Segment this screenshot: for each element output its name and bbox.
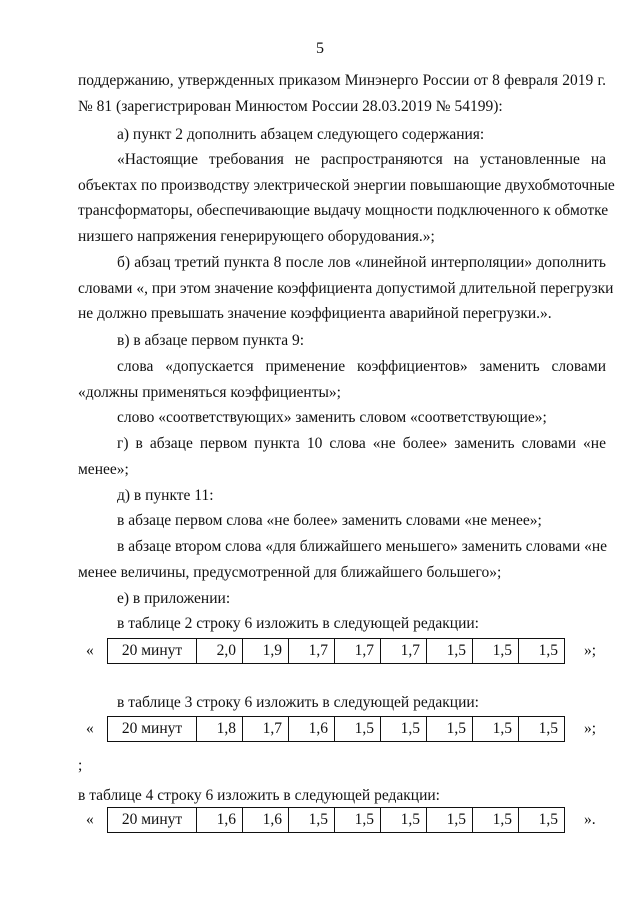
- replacement-row-table-3: [78, 716, 606, 742]
- table-cell: 1,7: [335, 639, 381, 664]
- table-cell: 1,7: [289, 639, 335, 664]
- table-cell: 1,5: [427, 808, 473, 833]
- text-line: в таблице 2 строку 6 изложить в следующей редакции:: [117, 615, 479, 632]
- text-line: слова «допускается применение коэффициентов» заменить словами: [117, 358, 606, 375]
- text-line: ;: [78, 757, 83, 774]
- text-line: № 81 (зарегистрирован Минюстом России 28.03.2019 № 54199):: [78, 98, 503, 115]
- text-line: не должно превышать значение коэффициента аварийной перегрузки.».: [78, 305, 552, 322]
- table-cell: 1,7: [243, 717, 289, 742]
- table-cell: 1,5: [473, 639, 519, 664]
- close-quote: ».: [584, 811, 596, 828]
- text-line: поддержанию, утвержденных приказом Минэнерго России от 8 февраля 2019 г.: [78, 72, 606, 89]
- row-label: 20 минут: [108, 808, 197, 833]
- table-row: [107, 807, 565, 833]
- text-line: «должны применяться коэффициенты»;: [78, 384, 341, 401]
- text-line: е) в приложении:: [117, 590, 231, 607]
- text-line: г) в абзаце первом пункта 10 слова «не более» заменить словами «не: [117, 435, 606, 452]
- table-cell: 1,5: [381, 717, 427, 742]
- close-quote: »;: [584, 720, 597, 737]
- table-cell: 1,8: [197, 717, 243, 742]
- table-cell: 1,5: [427, 639, 473, 664]
- table-cell: 1,6: [289, 717, 335, 742]
- table-cell: 1,9: [243, 639, 289, 664]
- table-cell: 1,5: [335, 717, 381, 742]
- table-cell: 1,5: [473, 717, 519, 742]
- text-line: словами «, при этом значение коэффициента допустимой длительной перегрузки: [78, 280, 614, 297]
- table-cell: 1,6: [197, 808, 243, 833]
- row-label: 20 минут: [108, 717, 197, 742]
- text-line: слово «соответствующих» заменить словом «соответствующие»;: [117, 409, 547, 426]
- table-cell: 1,6: [243, 808, 289, 833]
- table-cell: 1,5: [335, 808, 381, 833]
- page-number: 5: [316, 40, 324, 57]
- table-row: [107, 716, 565, 742]
- replacement-row-table-2: [78, 638, 606, 664]
- table-cell: 1,5: [289, 808, 335, 833]
- text-line: д) в пункте 11:: [117, 487, 214, 504]
- text-line: низшего напряжения генерирующего оборудования.»;: [78, 228, 435, 245]
- open-quote: «: [86, 642, 94, 659]
- table-cell: 1,5: [519, 717, 565, 742]
- table-cell: 1,7: [381, 639, 427, 664]
- table-cell: 1,5: [519, 808, 565, 833]
- text-line: «Настоящие требования не распространяются на установленные на: [117, 151, 606, 168]
- table-cell: 1,5: [519, 639, 565, 664]
- open-quote: «: [86, 811, 94, 828]
- text-line: менее величины, предусмотренной для ближайшего большего»;: [78, 564, 502, 581]
- replacement-row-table-4: [78, 807, 606, 833]
- text-line: в) в абзаце первом пункта 9:: [117, 332, 305, 349]
- close-quote: »;: [584, 642, 597, 659]
- text-line: объектах по производству электрической энергии повышающие двухобмоточные: [78, 177, 615, 194]
- text-line: в таблице 3 строку 6 изложить в следующей редакции:: [117, 694, 479, 711]
- text-line: в абзаце втором слова «для ближайшего меньшего» заменить словами «не: [117, 538, 608, 555]
- row-label: 20 минут: [108, 639, 197, 664]
- table-cell: 1,5: [381, 808, 427, 833]
- text-line: б) абзац третий пункта 8 после лов «линейной интерполяции» дополнить: [117, 254, 606, 271]
- table-cell: 2,0: [197, 639, 243, 664]
- table-row: [107, 638, 565, 664]
- open-quote: «: [86, 720, 94, 737]
- text-line: в таблице 4 строку 6 изложить в следующей редакции:: [78, 787, 440, 804]
- text-line: трансформаторы, обеспечивающие выдачу мощности подключенного к обмотке: [78, 202, 609, 219]
- table-cell: 1,5: [473, 808, 519, 833]
- table-cell: 1,5: [427, 717, 473, 742]
- text-line: менее»;: [78, 461, 129, 478]
- text-line: в абзаце первом слова «не более» заменить словами «не менее»;: [117, 512, 542, 529]
- text-line: а) пункт 2 дополнить абзацем следующего содержания:: [117, 126, 485, 143]
